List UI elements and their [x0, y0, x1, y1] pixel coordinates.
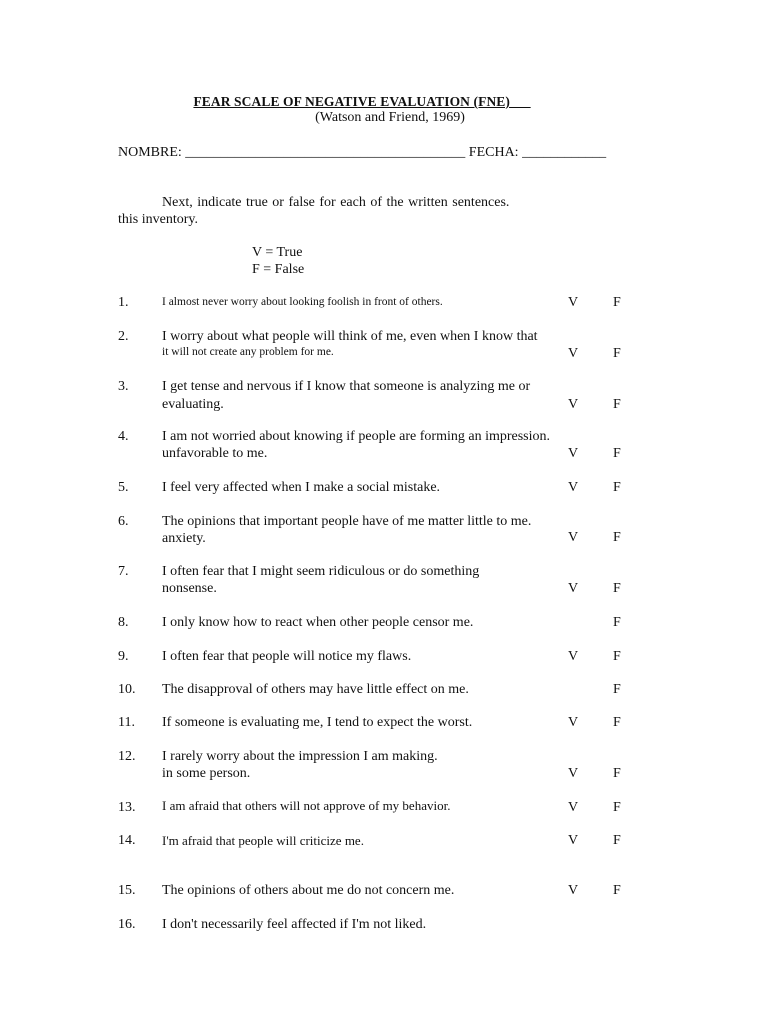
item-true-option[interactable]: V	[568, 766, 579, 781]
item-text-continued: anxiety.	[162, 531, 206, 546]
item-false-option[interactable]: F	[613, 346, 621, 361]
item-number: 16.	[118, 917, 136, 932]
item-number: 8.	[118, 615, 129, 630]
item-number: 3.	[118, 379, 129, 394]
document-subtitle: (Watson and Friend, 1969)	[315, 110, 465, 125]
item-false-option[interactable]: F	[613, 295, 621, 310]
document-title: FEAR SCALE OF NEGATIVE EVALUATION (FNE)___	[193, 94, 531, 109]
item-false-option[interactable]: F	[613, 397, 621, 412]
item-true-option[interactable]: V	[568, 833, 579, 848]
item-text: I don't necessarily feel affected if I'm not liked.	[162, 917, 427, 932]
item-true-option[interactable]: V	[568, 480, 579, 495]
item-text: I almost never worry about looking foolish in front of others.	[162, 296, 443, 308]
item-text-continued: evaluating.	[162, 397, 224, 412]
item-number: 9.	[118, 649, 129, 664]
name-date-line: NOMBRE: ________________________________________ FECHA: ____________	[118, 145, 607, 160]
item-false-option[interactable]: F	[613, 800, 621, 815]
item-text-continued: in some person.	[162, 766, 251, 781]
item-text: I am afraid that others will not approve of my behavior.	[162, 798, 451, 813]
instructions-line-2: this inventory.	[118, 212, 198, 227]
legend-true: V = True	[252, 245, 303, 260]
item-number: 2.	[118, 329, 129, 344]
item-number: 1.	[118, 295, 129, 310]
item-true-option[interactable]: V	[568, 346, 579, 361]
item-false-option[interactable]: F	[613, 581, 621, 596]
item-false-option[interactable]: F	[613, 446, 621, 461]
item-text: I often fear that I might seem ridiculous or do something	[162, 564, 480, 579]
item-text-continued: it will not create any problem for me.	[162, 346, 334, 358]
item-text-continued: unfavorable to me.	[162, 446, 268, 461]
item-false-option[interactable]: F	[613, 682, 621, 697]
item-false-option[interactable]: F	[613, 715, 621, 730]
item-true-option[interactable]: V	[568, 446, 579, 461]
legend-false: F = False	[252, 262, 305, 277]
item-false-option[interactable]: F	[613, 615, 621, 630]
item-text: I'm afraid that people will criticize me.	[162, 833, 364, 848]
item-false-option[interactable]: F	[613, 530, 621, 545]
item-false-option[interactable]: F	[613, 766, 621, 781]
item-true-option[interactable]: V	[568, 295, 579, 310]
item-text: I often fear that people will notice my flaws.	[162, 649, 412, 664]
item-true-option[interactable]: V	[568, 883, 579, 898]
item-text: I am not worried about knowing if people are forming an impression.	[162, 429, 551, 444]
item-text: I worry about what people will think of me, even when I know that	[162, 329, 538, 344]
item-text: If someone is evaluating me, I tend to expect the worst.	[162, 715, 473, 730]
item-text: The disapproval of others may have little effect on me.	[162, 682, 469, 697]
item-number: 11.	[118, 715, 135, 730]
item-true-option[interactable]: V	[568, 397, 579, 412]
item-number: 5.	[118, 480, 129, 495]
item-text-continued: nonsense.	[162, 581, 217, 596]
item-number: 12.	[118, 749, 136, 764]
item-number: 15.	[118, 883, 136, 898]
item-true-option[interactable]: V	[568, 581, 579, 596]
item-text: I only know how to react when other people censor me.	[162, 615, 474, 630]
item-false-option[interactable]: F	[613, 649, 621, 664]
instructions-line-1: Next, indicate true or false for each of the written sentences.	[162, 195, 510, 210]
item-true-option[interactable]: V	[568, 800, 579, 815]
item-text: I feel very affected when I make a social mistake.	[162, 480, 441, 495]
item-number: 13.	[118, 800, 136, 815]
item-false-option[interactable]: F	[613, 833, 621, 848]
item-number: 10.	[118, 682, 136, 697]
item-text: I rarely worry about the impression I am making.	[162, 749, 438, 764]
item-text: The opinions of others about me do not concern me.	[162, 883, 455, 898]
item-number: 14.	[118, 833, 136, 848]
item-false-option[interactable]: F	[613, 883, 621, 898]
item-text: The opinions that important people have of me matter little to me.	[162, 514, 532, 529]
item-number: 6.	[118, 514, 129, 529]
item-false-option[interactable]: F	[613, 480, 621, 495]
item-number: 7.	[118, 564, 129, 579]
item-true-option[interactable]: V	[568, 715, 579, 730]
item-true-option[interactable]: V	[568, 530, 579, 545]
item-true-option[interactable]: V	[568, 649, 579, 664]
item-number: 4.	[118, 429, 129, 444]
item-text: I get tense and nervous if I know that someone is analyzing me or	[162, 379, 531, 394]
